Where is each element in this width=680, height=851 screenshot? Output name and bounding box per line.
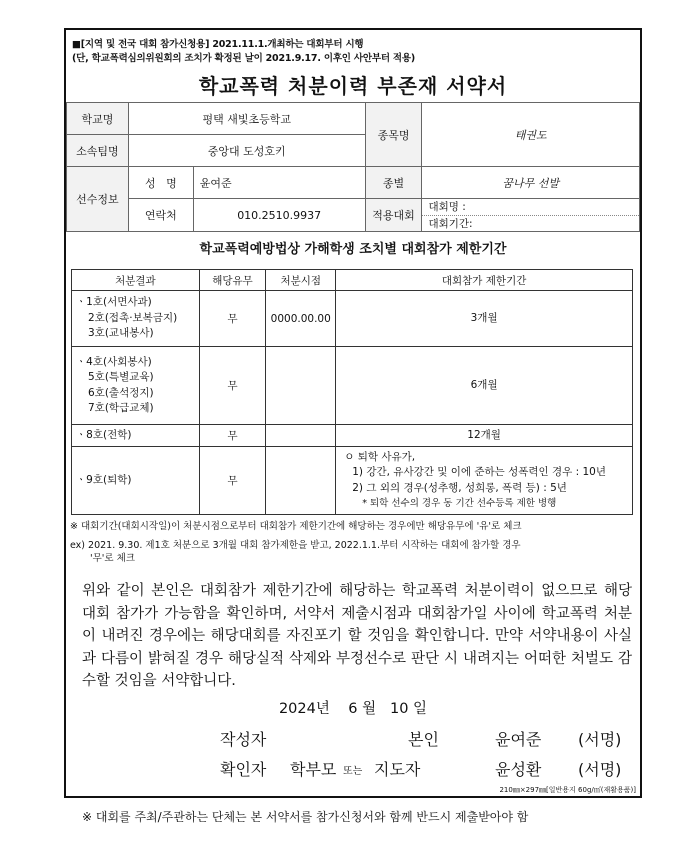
disposition-date <box>266 347 336 425</box>
disposition-result <box>72 447 200 515</box>
applicable-value: 무 <box>199 425 265 447</box>
confirmer-row <box>0 757 680 783</box>
header-result: 처분결과 <box>72 270 200 291</box>
disposition-result <box>72 291 200 347</box>
period-line: ㅇ 퇴학 사유가, <box>344 450 416 463</box>
category-value: 꿈나무 선발 <box>422 167 640 199</box>
confirmer-label: 확인자 <box>220 760 267 779</box>
paper-spec: 210㎜×297㎜[일반용지 60g/㎡(재활용품)] <box>499 786 636 794</box>
applied-competition-label: 적용대회 <box>365 199 422 232</box>
confirmer-name: 윤성환 <box>495 760 542 779</box>
applicable-value: 무 <box>199 447 265 515</box>
athlete-info-table <box>66 102 640 232</box>
disposition-date <box>266 447 336 515</box>
section-title: 학교폭력예방법상 가해학생 조치별 대회참가 제한기간 <box>199 242 507 257</box>
disposition-result <box>72 347 200 425</box>
disposition-item: 5호(특별교육) <box>88 371 154 383</box>
note-3: '무'로 체크 <box>90 553 135 564</box>
disposition-item: 2호(접촉·보복금지) <box>88 311 178 324</box>
page-title: 학교폭력 처분이력 부존재 서약서 <box>198 74 508 98</box>
header-date: 처분시점 <box>266 270 336 291</box>
restriction-table <box>71 269 633 515</box>
confirmer-role-parent: 학부모 <box>290 760 337 779</box>
writer-role: 본인 <box>408 730 439 749</box>
period-line: 12개월 <box>467 428 501 441</box>
disposition-result <box>72 425 200 447</box>
applicable-value: 무 <box>199 347 265 425</box>
signing-date <box>66 697 640 718</box>
disposition-item: ㆍ4호(사회봉사) <box>76 355 152 368</box>
competition-period-label: 대회기간: <box>428 217 473 230</box>
writer-label: 작성자 <box>220 730 267 749</box>
team-label: 소속팀명 <box>67 135 129 167</box>
disposition-item: ㆍ1호(서면사과) <box>76 296 152 309</box>
restriction-period <box>336 291 633 347</box>
restriction-period <box>336 447 633 515</box>
disposition-item: 7호(학급교체) <box>88 402 154 414</box>
footer-note: ※ 대회를 주최/주관하는 단체는 본 서약서를 참가신청서와 함께 반드시 제출받아야 함 <box>82 810 529 824</box>
date-year: 2024년 <box>278 701 330 717</box>
date-month: 6 월 <box>348 701 377 717</box>
writer-name: 윤여준 <box>495 730 542 749</box>
writer-row <box>0 727 680 753</box>
competition-name-label: 대회명 : <box>422 199 639 215</box>
period-line: 3개월 <box>470 311 498 324</box>
period-line: * 퇴학 선수의 경우 동 기간 선수등록 제한 병행 <box>362 498 557 509</box>
athlete-info-label: 선수정보 <box>67 167 129 232</box>
restriction-row <box>72 425 633 447</box>
period-line: 2) 그 외의 경우(성추행, 성희롱, 폭력 등) : 5년 <box>352 481 567 494</box>
restriction-row <box>72 447 633 515</box>
contact-label: 연락처 <box>128 199 193 232</box>
restriction-row <box>72 347 633 425</box>
school-value: 평택 새빛초등학교 <box>128 103 365 135</box>
period-line: 6개월 <box>470 378 498 391</box>
name-label: 성 명 <box>128 167 193 199</box>
event-value: 태권도 <box>422 103 640 167</box>
disposition-item: ㆍ8호(전학) <box>76 428 132 441</box>
disposition-item: ㆍ9호(퇴학) <box>76 473 132 486</box>
school-label: 학교명 <box>67 103 129 135</box>
header-applicable: 해당유무 <box>199 270 265 291</box>
team-value: 중앙대 도성호키 <box>128 135 365 167</box>
disposition-date: 0000.00.00 <box>266 291 336 347</box>
category-label: 종별 <box>365 167 422 199</box>
contact-value: 010.2510.9937 <box>193 199 365 232</box>
disposition-item: 3호(교내봉사) <box>88 327 154 340</box>
confirmer-signature: (서명) <box>578 760 622 779</box>
applicable-value: 무 <box>199 291 265 347</box>
confirmer-role-coach: 지도자 <box>374 760 421 779</box>
confirmer-or: 또는 <box>343 766 363 777</box>
event-label: 종목명 <box>365 103 422 167</box>
writer-signature: (서명) <box>578 730 622 749</box>
restriction-row <box>72 291 633 347</box>
competition-details <box>422 199 640 232</box>
name-value: 윤여준 <box>193 167 365 199</box>
note-2: ex) 2021. 9.30. 제1호 처분으로 3개월 대회 참가제한을 받고, 2022.1.1.부터 시작하는 대회에 참가할 경우 <box>70 540 521 551</box>
period-line: 1) 강간, 유사강간 및 이에 준하는 성폭력인 경우 : 10년 <box>352 466 607 478</box>
disposition-date <box>266 425 336 447</box>
restriction-period <box>336 425 633 447</box>
date-day: 10 일 <box>389 701 428 717</box>
restriction-period <box>336 347 633 425</box>
note-1: ※ 대회기간(대회시작일)이 처분시점으로부터 대회참가 제한기간에 해당하는 경우에만 해당유무에 '유'로 체크 <box>70 521 522 532</box>
header-period: 대회참가 제한기간 <box>336 270 633 291</box>
notice-line-2: (단, 학교폭력심의위원회의 조치가 확정된 날이 2021.9.17. 이후인 사안부터 적용) <box>72 53 416 64</box>
disposition-item: 6호(출석정지) <box>88 386 154 399</box>
pledge-text: 위와 같이 본인은 대회참가 제한기간에 해당하는 학교폭력 처분이력이 없으므로 해당 대회 참가가 가능함을 확인하며, 서약서 제출시점과 대회참가일 사이에 학교폭력 처분이 내려진 경우에는 해당대회를 자진포기 할 것임을 확인합니다. 만약 서약내용이 사실과 다름이 밝혀질 경우 해당실적 삭제와 부정선수로 판단 시 내려지는 어떠한 처벌도 감수할 것임을 서약합니다. <box>82 583 632 689</box>
notice-line-1: ■[지역 및 전국 대회 참가신청용] 2021.11.1.개최하는 대회부터 시행 <box>72 39 364 50</box>
